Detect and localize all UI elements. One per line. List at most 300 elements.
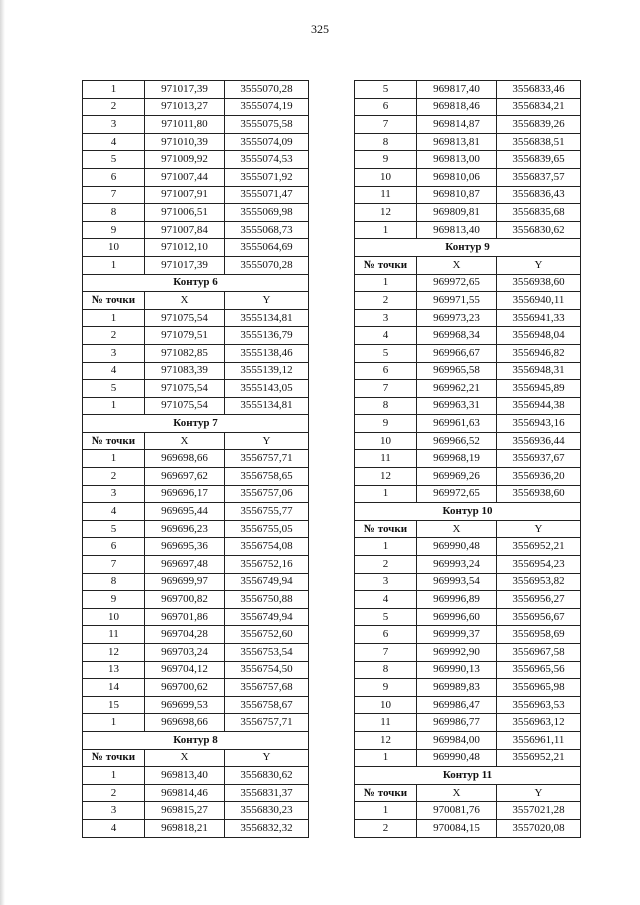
y-coordinate: 3556938,60	[497, 274, 581, 292]
table-row	[83, 556, 309, 574]
point-number: 4	[83, 503, 145, 521]
point-number: 9	[355, 151, 417, 169]
contour-title: Контур 7	[83, 415, 309, 433]
table-row	[355, 661, 581, 679]
table-row	[83, 714, 309, 732]
x-coordinate: 969813,40	[417, 221, 497, 239]
table-row	[355, 151, 581, 169]
x-coordinate: 969990,48	[417, 749, 497, 767]
y-coordinate: 3555138,46	[225, 344, 309, 362]
point-number: 8	[355, 397, 417, 415]
coordinates-table-right	[354, 80, 581, 838]
y-coordinate: 3556937,67	[497, 450, 581, 468]
y-coordinate: 3556752,16	[225, 556, 309, 574]
table-row	[355, 450, 581, 468]
y-coordinate: 3556836,43	[497, 186, 581, 204]
point-number: 1	[83, 81, 145, 99]
x-coordinate: 969966,52	[417, 432, 497, 450]
point-number: 10	[355, 696, 417, 714]
y-coordinate: 3556954,23	[497, 556, 581, 574]
point-number: 12	[83, 644, 145, 662]
table-row	[355, 819, 581, 837]
left-table-column	[82, 80, 308, 838]
y-coordinate: 3555070,28	[225, 81, 309, 99]
y-coordinate: 3556956,67	[497, 608, 581, 626]
x-coordinate: 971009,92	[145, 151, 225, 169]
table-row	[355, 221, 581, 239]
table-row	[83, 256, 309, 274]
table-row	[355, 538, 581, 556]
table-row	[83, 397, 309, 415]
point-number: 3	[83, 485, 145, 503]
x-coordinate: 971006,51	[145, 204, 225, 222]
y-coordinate: 3555069,98	[225, 204, 309, 222]
y-coordinate: 3556839,26	[497, 116, 581, 134]
table-row	[355, 133, 581, 151]
table-row	[355, 626, 581, 644]
table-row	[355, 802, 581, 820]
point-number: 1	[83, 256, 145, 274]
y-coordinate: 3555075,58	[225, 116, 309, 134]
table-row	[83, 309, 309, 327]
contour-title: Контур 10	[355, 503, 581, 521]
x-coordinate: 971017,39	[145, 81, 225, 99]
point-number: 12	[355, 468, 417, 486]
point-number: 3	[355, 573, 417, 591]
point-number: 7	[83, 556, 145, 574]
y-coordinate: 3556944,38	[497, 397, 581, 415]
point-number: 4	[83, 362, 145, 380]
y-coordinate: 3555071,47	[225, 186, 309, 204]
x-coordinate: 969810,06	[417, 168, 497, 186]
table-row	[355, 204, 581, 222]
point-number: 15	[83, 696, 145, 714]
x-coordinate: 971075,54	[145, 380, 225, 398]
point-number: 1	[355, 485, 417, 503]
point-number: 4	[83, 133, 145, 151]
table-row	[355, 731, 581, 749]
table-row	[83, 767, 309, 785]
x-coordinate: 971082,85	[145, 344, 225, 362]
x-coordinate: 969963,31	[417, 397, 497, 415]
table-row	[355, 696, 581, 714]
point-number: 6	[83, 538, 145, 556]
x-coordinate: 969817,40	[417, 81, 497, 99]
y-coordinate: 3556755,77	[225, 503, 309, 521]
x-coordinate: 971013,27	[145, 98, 225, 116]
x-coordinate: 971012,10	[145, 239, 225, 257]
point-number: 5	[83, 520, 145, 538]
y-coordinate: 3555068,73	[225, 221, 309, 239]
point-number: 8	[83, 573, 145, 591]
header-point-number: № точки	[83, 292, 145, 310]
page-edge-shadow	[0, 0, 5, 905]
x-coordinate: 969695,44	[145, 503, 225, 521]
x-coordinate: 969698,66	[145, 714, 225, 732]
x-coordinate: 969962,21	[417, 380, 497, 398]
table-row	[355, 380, 581, 398]
header-x: X	[145, 432, 225, 450]
table-row	[83, 98, 309, 116]
header-y: Y	[497, 784, 581, 802]
x-coordinate: 969986,47	[417, 696, 497, 714]
point-number: 5	[83, 380, 145, 398]
y-coordinate: 3556830,62	[497, 221, 581, 239]
x-coordinate: 969701,86	[145, 608, 225, 626]
point-number: 2	[355, 556, 417, 574]
table-row	[83, 221, 309, 239]
table-row	[83, 644, 309, 662]
x-coordinate: 969696,17	[145, 485, 225, 503]
y-coordinate: 3556754,50	[225, 661, 309, 679]
table-row	[83, 168, 309, 186]
point-number: 7	[355, 116, 417, 134]
x-coordinate: 969818,46	[417, 98, 497, 116]
x-coordinate: 969813,00	[417, 151, 497, 169]
point-number: 1	[355, 749, 417, 767]
x-coordinate: 969986,77	[417, 714, 497, 732]
point-number: 5	[83, 151, 145, 169]
point-number: 8	[83, 204, 145, 222]
point-number: 11	[355, 714, 417, 732]
x-coordinate: 969989,83	[417, 679, 497, 697]
x-coordinate: 971079,51	[145, 327, 225, 345]
table-row	[83, 591, 309, 609]
table-row	[83, 380, 309, 398]
point-number: 9	[83, 221, 145, 239]
y-coordinate: 3556753,54	[225, 644, 309, 662]
y-coordinate: 3556831,37	[225, 784, 309, 802]
x-coordinate: 971007,91	[145, 186, 225, 204]
point-number: 5	[355, 344, 417, 362]
y-coordinate: 3556750,88	[225, 591, 309, 609]
table-row	[355, 309, 581, 327]
contour-title-row	[83, 731, 309, 749]
point-number: 3	[83, 802, 145, 820]
x-coordinate: 971083,39	[145, 362, 225, 380]
header-y: Y	[225, 432, 309, 450]
table-row	[355, 591, 581, 609]
point-number: 11	[355, 186, 417, 204]
x-coordinate: 969972,65	[417, 274, 497, 292]
x-coordinate: 971011,80	[145, 116, 225, 134]
contour-title-row	[355, 239, 581, 257]
y-coordinate: 3555071,92	[225, 168, 309, 186]
table-row	[83, 239, 309, 257]
x-coordinate: 969697,48	[145, 556, 225, 574]
y-coordinate: 3555070,28	[225, 256, 309, 274]
x-coordinate: 969973,23	[417, 309, 497, 327]
x-coordinate: 971075,54	[145, 309, 225, 327]
x-coordinate: 971017,39	[145, 256, 225, 274]
point-number: 9	[355, 679, 417, 697]
y-coordinate: 3556953,82	[497, 573, 581, 591]
y-coordinate: 3556833,46	[497, 81, 581, 99]
point-number: 5	[355, 608, 417, 626]
x-coordinate: 969700,62	[145, 679, 225, 697]
table-row	[355, 168, 581, 186]
table-row	[355, 362, 581, 380]
x-coordinate: 969704,28	[145, 626, 225, 644]
y-coordinate: 3556948,04	[497, 327, 581, 345]
table-row	[83, 802, 309, 820]
x-coordinate: 969984,00	[417, 731, 497, 749]
point-number: 3	[355, 309, 417, 327]
y-coordinate: 3556749,94	[225, 608, 309, 626]
contour-title-row	[83, 274, 309, 292]
header-point-number: № точки	[355, 520, 417, 538]
y-coordinate: 3556956,27	[497, 591, 581, 609]
point-number: 10	[355, 432, 417, 450]
x-coordinate: 969993,54	[417, 573, 497, 591]
point-number: 14	[83, 679, 145, 697]
y-coordinate: 3556943,16	[497, 415, 581, 433]
y-coordinate: 3556835,68	[497, 204, 581, 222]
x-coordinate: 969809,81	[417, 204, 497, 222]
x-coordinate: 969698,66	[145, 450, 225, 468]
y-coordinate: 3556945,89	[497, 380, 581, 398]
column-header-row	[355, 256, 581, 274]
table-row	[355, 186, 581, 204]
x-coordinate: 969818,21	[145, 819, 225, 837]
table-row	[355, 485, 581, 503]
table-row	[355, 344, 581, 362]
table-row	[83, 573, 309, 591]
column-header-row	[83, 292, 309, 310]
y-coordinate: 3555074,19	[225, 98, 309, 116]
table-row	[355, 327, 581, 345]
y-coordinate: 3556965,98	[497, 679, 581, 697]
table-row	[83, 468, 309, 486]
point-number: 7	[355, 644, 417, 662]
y-coordinate: 3556958,69	[497, 626, 581, 644]
point-number: 11	[83, 626, 145, 644]
x-coordinate: 971007,84	[145, 221, 225, 239]
y-coordinate: 3555064,69	[225, 239, 309, 257]
x-coordinate: 970081,76	[417, 802, 497, 820]
point-number: 6	[355, 626, 417, 644]
point-number: 10	[83, 239, 145, 257]
x-coordinate: 969703,24	[145, 644, 225, 662]
y-coordinate: 3556838,51	[497, 133, 581, 151]
x-coordinate: 969993,24	[417, 556, 497, 574]
table-row	[83, 538, 309, 556]
header-x: X	[417, 256, 497, 274]
header-point-number: № точки	[83, 749, 145, 767]
point-number: 7	[83, 186, 145, 204]
header-x: X	[145, 749, 225, 767]
point-number: 1	[355, 802, 417, 820]
point-number: 9	[83, 591, 145, 609]
x-coordinate: 969696,23	[145, 520, 225, 538]
contour-title: Контур 8	[83, 731, 309, 749]
y-coordinate: 3556837,57	[497, 168, 581, 186]
y-coordinate: 3556749,94	[225, 573, 309, 591]
table-row	[355, 573, 581, 591]
x-coordinate: 969814,87	[417, 116, 497, 134]
y-coordinate: 3555139,12	[225, 362, 309, 380]
contour-title: Контур 11	[355, 767, 581, 785]
x-coordinate: 969813,81	[417, 133, 497, 151]
y-coordinate: 3555134,81	[225, 397, 309, 415]
point-number: 1	[355, 538, 417, 556]
table-row	[83, 133, 309, 151]
table-body	[83, 81, 309, 838]
table-row	[355, 415, 581, 433]
point-number: 10	[83, 608, 145, 626]
point-number: 2	[83, 98, 145, 116]
y-coordinate: 3555143,05	[225, 380, 309, 398]
point-number: 6	[355, 98, 417, 116]
point-number: 6	[355, 362, 417, 380]
point-number: 4	[83, 819, 145, 837]
y-coordinate: 3556757,68	[225, 679, 309, 697]
y-coordinate: 3556832,32	[225, 819, 309, 837]
y-coordinate: 3555074,53	[225, 151, 309, 169]
x-coordinate: 969961,63	[417, 415, 497, 433]
table-row	[83, 344, 309, 362]
y-coordinate: 3556830,62	[225, 767, 309, 785]
y-coordinate: 3556967,58	[497, 644, 581, 662]
y-coordinate: 3556758,65	[225, 468, 309, 486]
point-number: 7	[355, 380, 417, 398]
table-row	[83, 520, 309, 538]
point-number: 3	[83, 344, 145, 362]
x-coordinate: 971010,39	[145, 133, 225, 151]
y-coordinate: 3556752,60	[225, 626, 309, 644]
point-number: 5	[355, 81, 417, 99]
x-coordinate: 969699,97	[145, 573, 225, 591]
contour-title: Контур 6	[83, 274, 309, 292]
y-coordinate: 3556963,53	[497, 696, 581, 714]
point-number: 3	[83, 116, 145, 134]
y-coordinate: 3556757,06	[225, 485, 309, 503]
header-y: Y	[225, 749, 309, 767]
table-row	[355, 644, 581, 662]
point-number: 1	[83, 397, 145, 415]
table-row	[83, 784, 309, 802]
y-coordinate: 3556948,31	[497, 362, 581, 380]
y-coordinate: 3556963,12	[497, 714, 581, 732]
x-coordinate: 969999,37	[417, 626, 497, 644]
table-row	[355, 556, 581, 574]
table-row	[83, 151, 309, 169]
y-coordinate: 3556952,21	[497, 749, 581, 767]
point-number: 6	[83, 168, 145, 186]
y-coordinate: 3557020,08	[497, 819, 581, 837]
point-number: 1	[83, 714, 145, 732]
point-number: 1	[355, 221, 417, 239]
point-number: 11	[355, 450, 417, 468]
table-row	[83, 362, 309, 380]
y-coordinate: 3556952,21	[497, 538, 581, 556]
header-x: X	[417, 520, 497, 538]
header-y: Y	[497, 256, 581, 274]
x-coordinate: 969992,90	[417, 644, 497, 662]
header-point-number: № точки	[355, 256, 417, 274]
table-row	[83, 204, 309, 222]
x-coordinate: 971007,44	[145, 168, 225, 186]
point-number: 13	[83, 661, 145, 679]
table-row	[355, 468, 581, 486]
table-row	[355, 397, 581, 415]
y-coordinate: 3555134,81	[225, 309, 309, 327]
x-coordinate: 970084,15	[417, 819, 497, 837]
page-number: 325	[311, 22, 329, 36]
point-number: 2	[83, 468, 145, 486]
table-row	[355, 749, 581, 767]
x-coordinate: 971075,54	[145, 397, 225, 415]
y-coordinate: 3556946,82	[497, 344, 581, 362]
table-row	[83, 608, 309, 626]
contour-title-row	[355, 767, 581, 785]
point-number: 12	[355, 204, 417, 222]
x-coordinate: 969814,46	[145, 784, 225, 802]
table-row	[83, 186, 309, 204]
x-coordinate: 969700,82	[145, 591, 225, 609]
table-row	[355, 98, 581, 116]
y-coordinate: 3556965,56	[497, 661, 581, 679]
x-coordinate: 969810,87	[417, 186, 497, 204]
table-row	[83, 626, 309, 644]
y-coordinate: 3556755,05	[225, 520, 309, 538]
column-header-row	[83, 749, 309, 767]
table-row	[83, 503, 309, 521]
table-row	[83, 696, 309, 714]
point-number: 2	[355, 292, 417, 310]
x-coordinate: 969990,48	[417, 538, 497, 556]
table-row	[355, 274, 581, 292]
x-coordinate: 969815,27	[145, 802, 225, 820]
x-coordinate: 969968,34	[417, 327, 497, 345]
table-body	[355, 81, 581, 838]
point-number: 9	[355, 415, 417, 433]
x-coordinate: 969813,40	[145, 767, 225, 785]
table-row	[83, 661, 309, 679]
x-coordinate: 969965,58	[417, 362, 497, 380]
table-row	[355, 292, 581, 310]
y-coordinate: 3556834,21	[497, 98, 581, 116]
table-row	[355, 81, 581, 99]
point-number: 1	[355, 274, 417, 292]
table-row	[83, 116, 309, 134]
x-coordinate: 969971,55	[417, 292, 497, 310]
table-row	[83, 819, 309, 837]
table-row	[355, 714, 581, 732]
y-coordinate: 3555136,79	[225, 327, 309, 345]
point-number: 12	[355, 731, 417, 749]
y-coordinate: 3557021,28	[497, 802, 581, 820]
table-row	[83, 81, 309, 99]
table-row	[355, 116, 581, 134]
y-coordinate: 3556936,44	[497, 432, 581, 450]
x-coordinate: 969968,19	[417, 450, 497, 468]
y-coordinate: 3556940,11	[497, 292, 581, 310]
point-number: 4	[355, 327, 417, 345]
table-row	[83, 450, 309, 468]
y-coordinate: 3555074,09	[225, 133, 309, 151]
point-number: 1	[83, 767, 145, 785]
header-point-number: № точки	[355, 784, 417, 802]
table-row	[83, 327, 309, 345]
y-coordinate: 3556941,33	[497, 309, 581, 327]
x-coordinate: 969966,67	[417, 344, 497, 362]
point-number: 2	[83, 784, 145, 802]
point-number: 4	[355, 591, 417, 609]
point-number: 1	[83, 309, 145, 327]
table-row	[83, 679, 309, 697]
column-header-row	[355, 520, 581, 538]
